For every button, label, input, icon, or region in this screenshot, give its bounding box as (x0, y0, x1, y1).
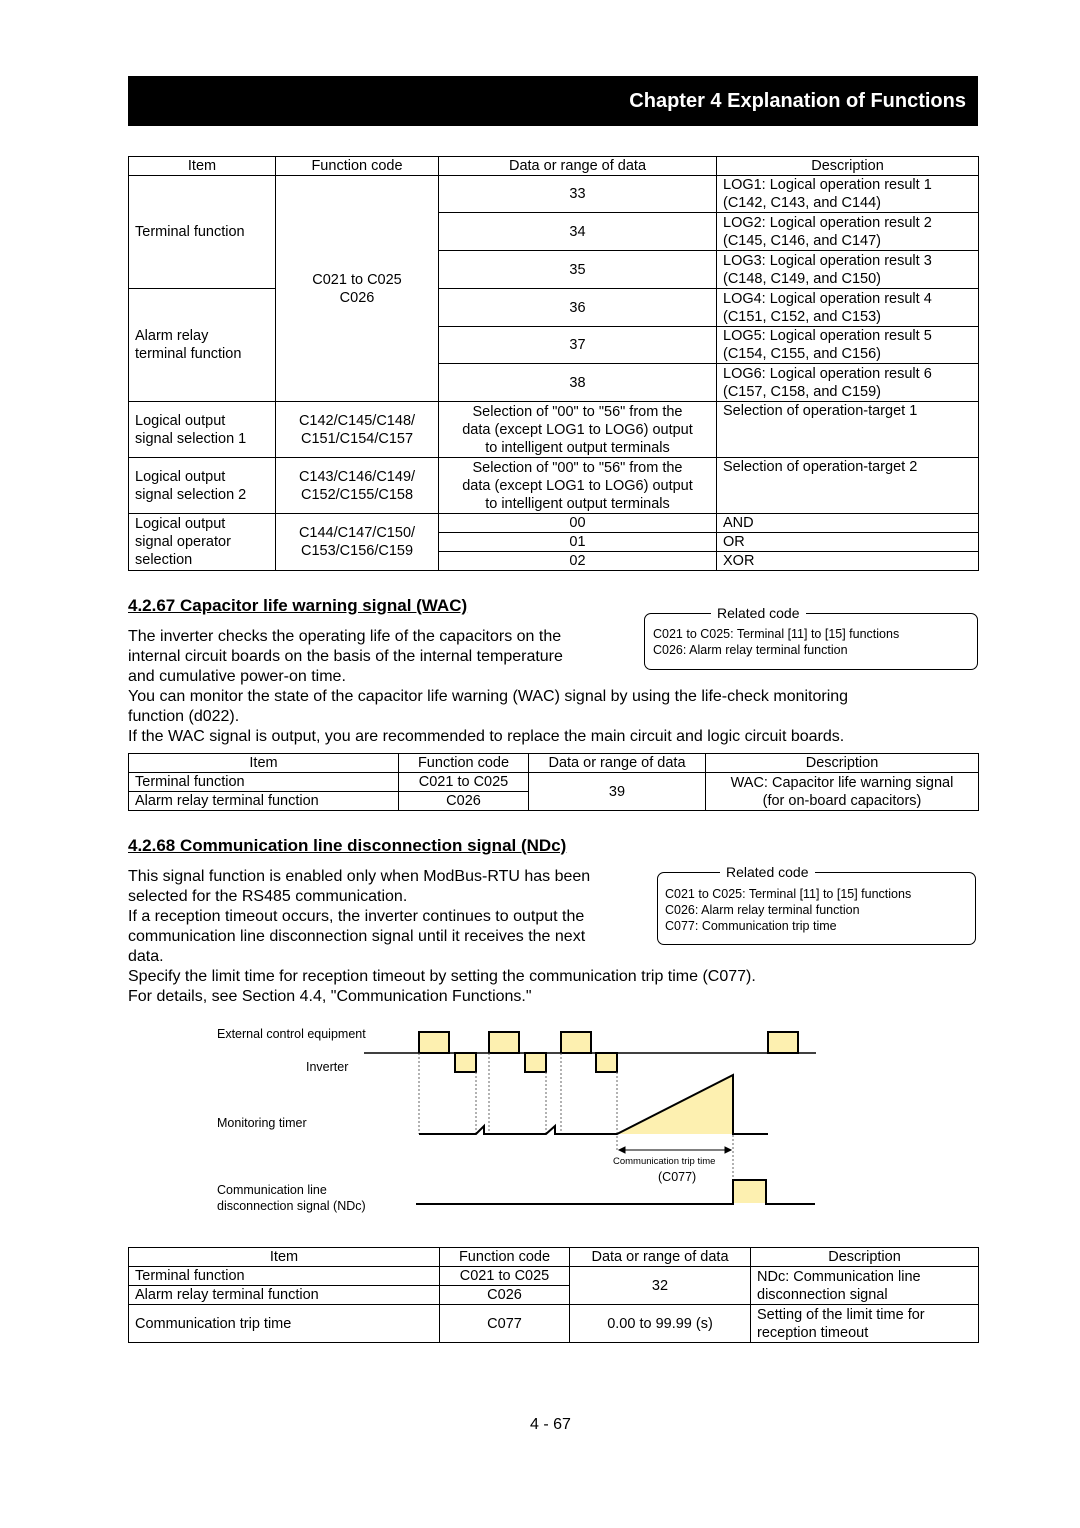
item-cell: Terminal function (129, 773, 399, 792)
code-line: C021 to C025 (312, 271, 402, 288)
item-cell: Logical output signal selection 1 (129, 402, 276, 458)
header-function-code: Function code (440, 1248, 570, 1267)
function-code-cell: C026 (399, 792, 529, 811)
item-cell: Alarm relay terminal function (129, 1286, 440, 1305)
label-c077: (C077) (658, 1170, 697, 1184)
data-cell: 36 (439, 289, 717, 327)
label-ndc-line1: Communication line (217, 1183, 327, 1197)
header-description: Description (717, 157, 979, 176)
data-cell: 32 (570, 1267, 751, 1305)
item-cell: Logical output signal operator selection (129, 514, 276, 571)
label-monitoring-timer: Monitoring timer (217, 1116, 307, 1130)
chapter-title: Chapter 4 Explanation of Functions (629, 90, 966, 112)
header-function-code: Function code (276, 157, 439, 176)
table-row (129, 1305, 979, 1343)
item-cell: Terminal function (129, 1267, 440, 1286)
related-code-line: C021 to C025: Terminal [11] to [15] functions (653, 627, 900, 641)
related-code-line: C077: Communication trip time (665, 919, 837, 933)
label-external-control: External control equipment (217, 1027, 366, 1041)
section-heading-wac: 4.2.67 Capacitor life warning signal (WAC) (128, 596, 468, 615)
description-cell: LOG5: Logical operation result 5 (C154, C155, and C156) (717, 327, 979, 364)
header-description: Description (706, 754, 979, 773)
function-code-cell: C026 (440, 1286, 570, 1305)
data-cell: 02 (439, 552, 717, 571)
description-cell: Selection of operation-target 1 (717, 402, 979, 458)
paragraph-line: communication line disconnection signal until it receives the next (128, 928, 586, 945)
description-cell: LOG6: Logical operation result 6 (C157, C158, and C159) (717, 364, 979, 402)
data-cell: 35 (439, 251, 717, 289)
data-cell: 33 (439, 176, 717, 213)
section-heading-ndc: 4.2.68 Communication line disconnection signal (NDc) (128, 836, 567, 855)
header-function-code: Function code (399, 754, 529, 773)
paragraph-line: For details, see Section 4.4, "Communication Functions." (128, 988, 532, 1005)
data-cell: 38 (439, 364, 717, 402)
data-cell: 37 (439, 327, 717, 364)
description-cell: NDc: Communication line disconnection signal (751, 1267, 979, 1305)
description-cell: WAC: Capacitor life warning signal (for on-board capacitors) (706, 773, 979, 811)
description-cell: XOR (717, 552, 979, 571)
description-cell: AND (717, 514, 979, 533)
description-cell: Setting of the limit time for reception timeout (751, 1305, 979, 1343)
response-pulse (596, 1053, 617, 1072)
paragraph-line: Specify the limit time for reception timeout by setting the communication trip time (C077). (128, 968, 756, 985)
description-cell: LOG2: Logical operation result 2 (C145, C146, and C147) (717, 213, 979, 251)
header-item: Item (129, 754, 399, 773)
description-cell: LOG3: Logical operation result 3 (C148, C149, and C150) (717, 251, 979, 289)
paragraph-line: This signal function is enabled only when ModBus-RTU has been (128, 868, 591, 885)
label-comm-trip-time: Communication trip time (613, 1156, 716, 1167)
request-pulse (489, 1032, 519, 1053)
item-cell: Alarm relay terminal function (129, 792, 399, 811)
header-item: Item (129, 157, 276, 176)
paragraph-line: function (d022). (128, 708, 240, 725)
page-number: 4 - 67 (530, 1416, 571, 1433)
ndc-pulse-fill (734, 1181, 765, 1203)
table-header-row (129, 1248, 979, 1267)
header-description: Description (751, 1248, 979, 1267)
inverter-response-signal (455, 1053, 617, 1072)
external-control-signal (419, 1032, 798, 1053)
description-cell: LOG4: Logical operation result 4 (C151, C152, and C153) (717, 289, 979, 327)
response-pulse (525, 1053, 546, 1072)
function-code-cell: C143/C146/C149/ C152/C155/C158 (276, 458, 439, 514)
paragraph-line: The inverter checks the operating life of the capacitors on the (128, 628, 562, 645)
data-cell: Selection of "00" to "56" from the data (except LOG1 to LOG6) output to intelligent output terminals (439, 402, 717, 458)
item-cell: Communication trip time (129, 1305, 440, 1343)
item-cell: Logical output signal selection 2 (129, 458, 276, 514)
related-code-line: C026: Alarm relay terminal function (653, 643, 848, 657)
related-code-line: C026: Alarm relay terminal function (665, 903, 860, 917)
label-inverter: Inverter (306, 1060, 349, 1074)
header-data-range: Data or range of data (529, 754, 706, 773)
paragraph-line: You can monitor the state of the capacitor life warning (WAC) signal by using the life-check monitoring (128, 688, 849, 705)
table-row (129, 1267, 979, 1286)
header-data-range: Data or range of data (439, 157, 717, 176)
data-cell: 01 (439, 533, 717, 552)
label-ndc-line2: disconnection signal (NDc) (217, 1199, 366, 1213)
header-item: Item (129, 1248, 440, 1267)
data-cell: 34 (439, 213, 717, 251)
request-pulse (419, 1032, 449, 1053)
description-cell: OR (717, 533, 979, 552)
paragraph-line: internal circuit boards on the basis of the internal temperature (128, 648, 563, 665)
function-code-cell: C077 (440, 1305, 570, 1343)
paragraph-line: selected for the RS485 communication. (128, 888, 408, 905)
data-cell: 00 (439, 514, 717, 533)
request-pulse (561, 1032, 591, 1053)
function-code-cell: C021 to C025 (399, 773, 529, 792)
description-cell: LOG1: Logical operation result 1 (C142, C143, and C144) (717, 176, 979, 213)
data-cell: 0.00 to 99.99 (s) (570, 1305, 751, 1343)
ndc-table (128, 1247, 979, 1343)
paragraph-line: If a reception timeout occurs, the inverter continues to output the (128, 908, 585, 925)
terminal-function-cell: Terminal function (129, 176, 276, 289)
function-code-cell: C142/C145/C148/ C151/C154/C157 (276, 402, 439, 458)
data-cell: Selection of "00" to "56" from the data (except LOG1 to LOG6) output to intelligent output terminals (439, 458, 717, 514)
paragraph-line: data. (128, 948, 164, 965)
related-code-title: Related code (711, 604, 806, 622)
response-pulse (455, 1053, 476, 1072)
request-pulse (768, 1032, 798, 1053)
function-code-cell: C144/C147/C150/ C153/C156/C159 (276, 514, 439, 571)
related-code-title: Related code (720, 863, 815, 881)
paragraph-line: If the WAC signal is output, you are recommended to replace the main circuit and logic circuit boards. (128, 728, 845, 745)
related-code-line: C021 to C025: Terminal [11] to [15] functions (665, 887, 912, 901)
code-line: C026 (339, 289, 375, 306)
header-data-range: Data or range of data (570, 1248, 751, 1267)
data-cell: 39 (529, 773, 706, 811)
description-cell: Selection of operation-target 2 (717, 458, 979, 514)
function-code-cell: C021 to C025 (440, 1267, 570, 1286)
paragraph-line: and cumulative power-on time. (128, 668, 346, 685)
alarm-relay-cell: Alarm relay terminal function (129, 289, 276, 402)
trip-time-arrow (619, 1147, 731, 1153)
